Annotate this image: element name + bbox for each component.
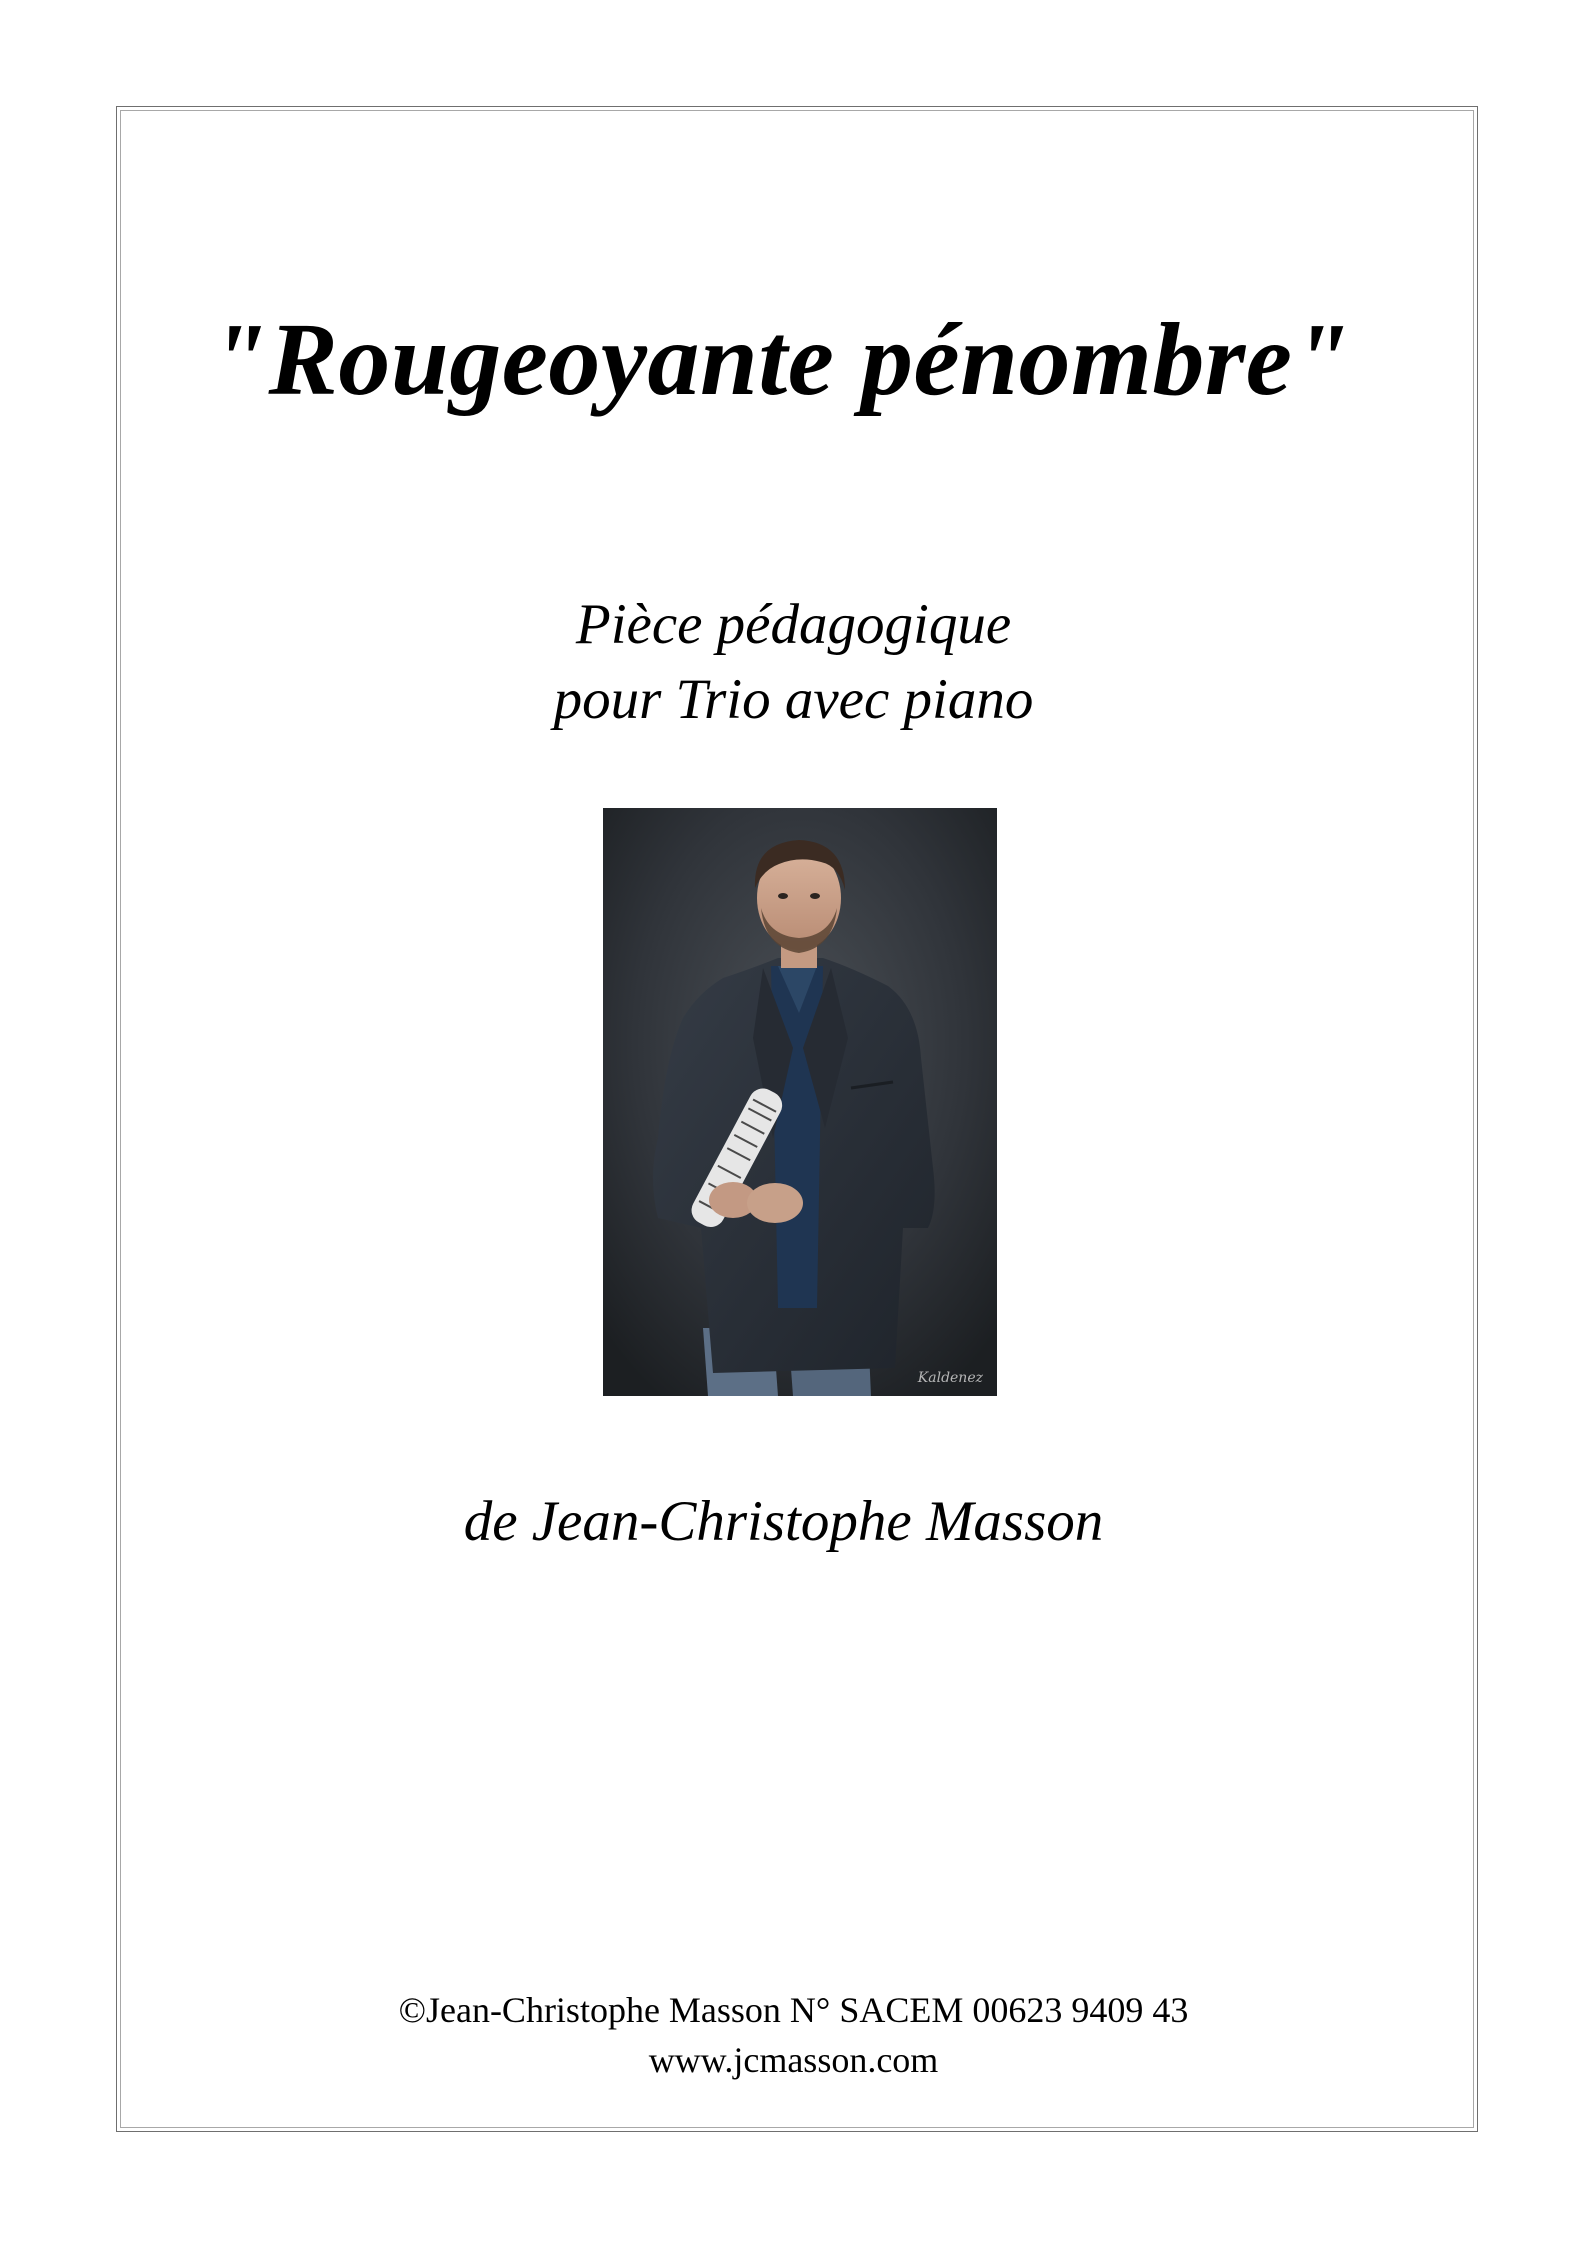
subtitle-line-1: Pièce pédagogique — [575, 593, 1012, 656]
website-link[interactable]: www.jcmasson.com — [648, 2040, 939, 2080]
document-title: "Rougeoyante pénombre" — [210, 302, 1351, 417]
photographer-signature: Kaldenez — [917, 1370, 983, 1386]
composer-portrait-photo — [603, 808, 997, 1396]
copyright-line: ©Jean-Christophe Masson N° SACEM 00623 9409 43 — [398, 1990, 1189, 2030]
subtitle-line-2: pour Trio avec piano — [553, 668, 1034, 731]
portrait-illustration — [603, 808, 997, 1396]
author-line: de Jean-Christophe Masson — [463, 1490, 1104, 1553]
